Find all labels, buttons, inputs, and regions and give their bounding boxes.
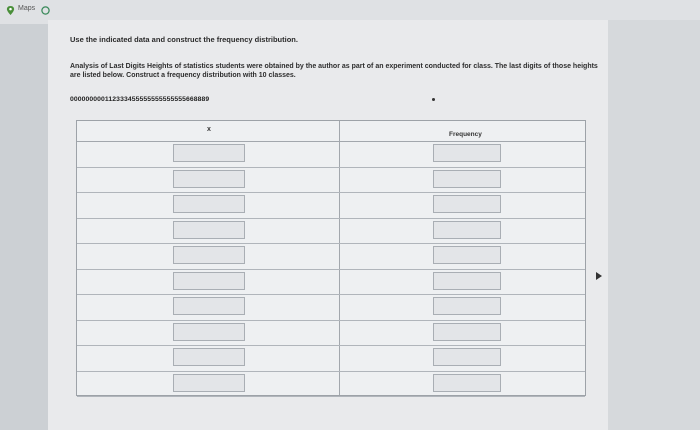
extension-icon[interactable] [41, 6, 50, 15]
x-class-input[interactable] [173, 374, 245, 392]
table-row [77, 218, 585, 245]
table-row [77, 269, 585, 296]
x-class-input[interactable] [173, 348, 245, 366]
right-margin [608, 20, 700, 430]
header-frequency: Frequency [449, 131, 482, 138]
question-instruction: Use the indicated data and construct the frequency distribution. [70, 35, 298, 44]
data-values: 000000000112333455555555555555668889 [70, 96, 210, 103]
table-row [77, 167, 585, 194]
table-row [77, 345, 585, 372]
bookmark-maps-label[interactable]: Maps [18, 5, 36, 12]
frequency-input[interactable] [433, 144, 501, 162]
x-class-input[interactable] [173, 144, 245, 162]
frequency-input[interactable] [433, 246, 501, 264]
question-analysis-text: Analysis of Last Digits Heights of statistics students were obtained by the author as part of an experiment conducted for class. The last digits of those heights are listed below. Construct a frequency distribution with 10 classes. [70, 63, 598, 79]
frequency-table [76, 120, 586, 396]
x-class-input[interactable] [173, 195, 245, 213]
table-row [77, 371, 585, 398]
frequency-input[interactable] [433, 221, 501, 239]
table-row [77, 192, 585, 219]
frequency-input[interactable] [433, 348, 501, 366]
x-class-input[interactable] [173, 246, 245, 264]
x-class-input[interactable] [173, 272, 245, 290]
maps-pin-icon[interactable] [6, 6, 15, 15]
cursor-arrow-icon [596, 272, 602, 280]
dot-mark [432, 98, 435, 101]
left-gutter [0, 24, 48, 430]
table-header-row [77, 121, 585, 142]
frequency-input[interactable] [433, 297, 501, 315]
x-class-input[interactable] [173, 170, 245, 188]
table-row [77, 320, 585, 347]
frequency-input[interactable] [433, 323, 501, 341]
frequency-input[interactable] [433, 374, 501, 392]
table-row [77, 243, 585, 270]
x-class-input[interactable] [173, 323, 245, 341]
frequency-input[interactable] [433, 272, 501, 290]
table-row [77, 294, 585, 321]
frequency-input[interactable] [433, 170, 501, 188]
x-class-input[interactable] [173, 221, 245, 239]
table-row [77, 141, 585, 168]
frequency-input[interactable] [433, 195, 501, 213]
x-class-input[interactable] [173, 297, 245, 315]
header-x: x [207, 126, 211, 133]
